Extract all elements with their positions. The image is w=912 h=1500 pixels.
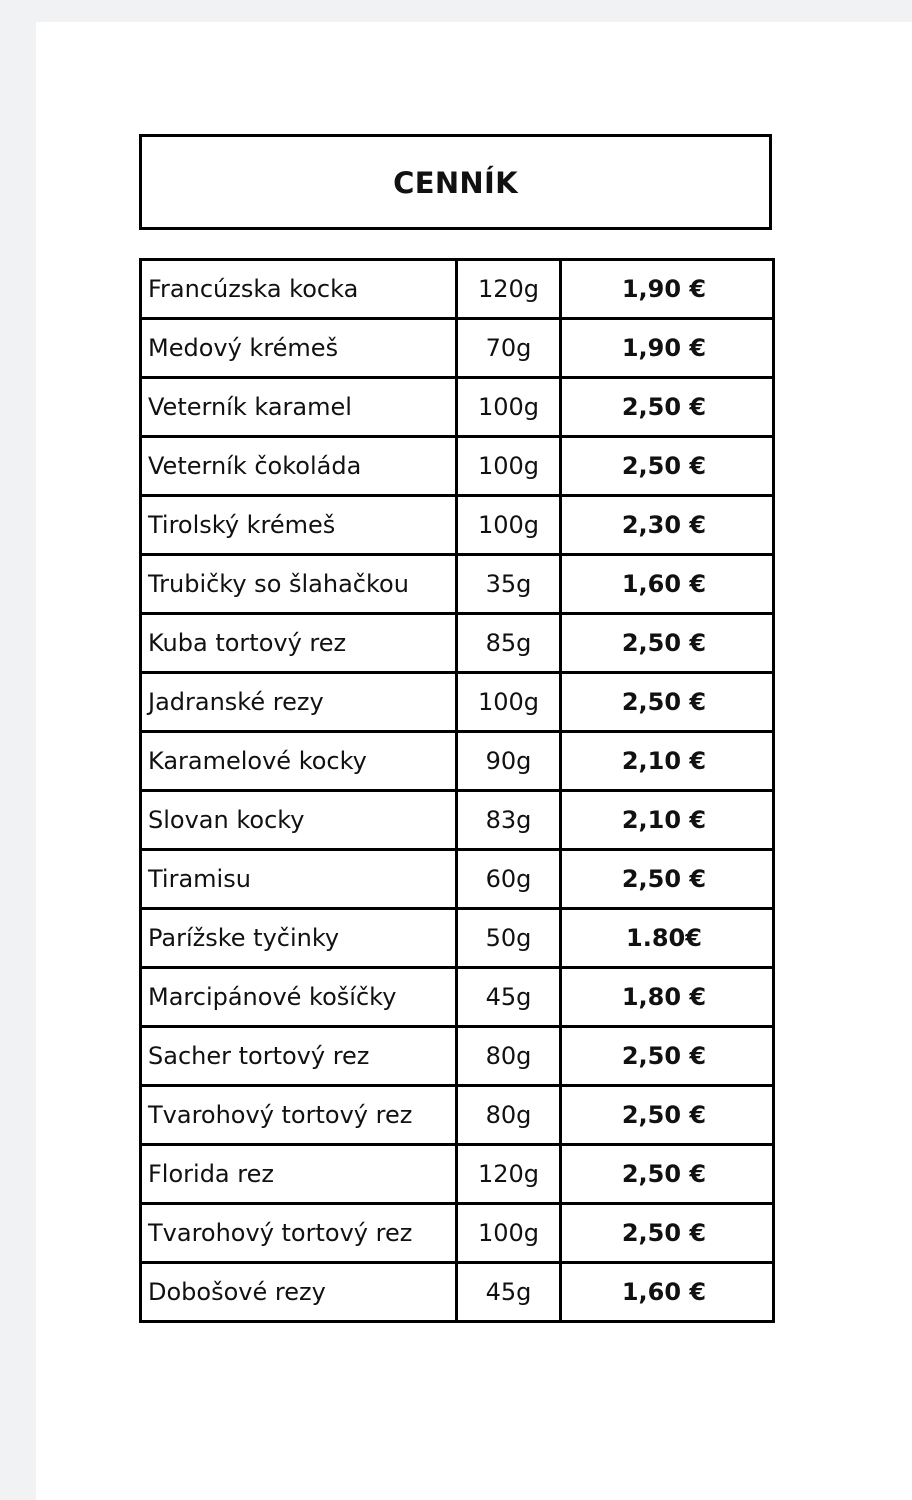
table-row (141, 614, 774, 673)
item-weight: 83g (457, 791, 561, 850)
table-row (141, 850, 774, 909)
item-weight: 120g (457, 260, 561, 319)
item-weight: 80g (457, 1027, 561, 1086)
item-name: Tirolský krémeš (141, 496, 457, 555)
item-name: Veterník čokoláda (141, 437, 457, 496)
item-price: 1,90 € (561, 319, 774, 378)
page-title: CENNÍK (393, 166, 518, 200)
item-weight: 70g (457, 319, 561, 378)
item-weight: 100g (457, 437, 561, 496)
table-row (141, 260, 774, 319)
item-price: 2,50 € (561, 378, 774, 437)
item-name: Francúzska kocka (141, 260, 457, 319)
item-price: 2,50 € (561, 673, 774, 732)
item-price: 2,10 € (561, 791, 774, 850)
item-price: 2,50 € (561, 1027, 774, 1086)
table-row (141, 555, 774, 614)
item-weight: 90g (457, 732, 561, 791)
item-price: 2,50 € (561, 614, 774, 673)
item-price: 2,30 € (561, 496, 774, 555)
table-row (141, 437, 774, 496)
table-row (141, 319, 774, 378)
item-weight: 100g (457, 1204, 561, 1263)
table-row (141, 1027, 774, 1086)
item-name: Tvarohový tortový rez (141, 1086, 457, 1145)
item-weight: 35g (457, 555, 561, 614)
table-row (141, 496, 774, 555)
item-name: Jadranské rezy (141, 673, 457, 732)
item-price: 2,50 € (561, 850, 774, 909)
table-row (141, 378, 774, 437)
item-price: 2,10 € (561, 732, 774, 791)
item-weight: 100g (457, 496, 561, 555)
item-weight: 50g (457, 909, 561, 968)
table-row (141, 968, 774, 1027)
item-name: Sacher tortový rez (141, 1027, 457, 1086)
item-name: Marcipánové košíčky (141, 968, 457, 1027)
item-price: 2,50 € (561, 1145, 774, 1204)
item-price: 2,50 € (561, 1204, 774, 1263)
table-row (141, 1263, 774, 1322)
item-weight: 80g (457, 1086, 561, 1145)
item-price: 2,50 € (561, 1086, 774, 1145)
item-weight: 60g (457, 850, 561, 909)
item-name: Tiramisu (141, 850, 457, 909)
item-weight: 45g (457, 1263, 561, 1322)
item-price: 1,80 € (561, 968, 774, 1027)
item-weight: 120g (457, 1145, 561, 1204)
item-weight: 100g (457, 378, 561, 437)
table-row (141, 791, 774, 850)
item-weight: 85g (457, 614, 561, 673)
item-name: Tvarohový tortový rez (141, 1204, 457, 1263)
table-row (141, 1204, 774, 1263)
table-row (141, 1145, 774, 1204)
item-price: 2,50 € (561, 437, 774, 496)
table-row (141, 1086, 774, 1145)
price-table (139, 258, 775, 1323)
price-table-body (141, 260, 774, 1322)
table-row (141, 909, 774, 968)
item-weight: 45g (457, 968, 561, 1027)
item-name: Kuba tortový rez (141, 614, 457, 673)
item-price: 1,60 € (561, 555, 774, 614)
item-name: Veterník karamel (141, 378, 457, 437)
item-price: 1,60 € (561, 1263, 774, 1322)
item-price: 1.80€ (561, 909, 774, 968)
item-weight: 100g (457, 673, 561, 732)
item-name: Slovan kocky (141, 791, 457, 850)
title-box (139, 134, 772, 230)
item-name: Parížske tyčinky (141, 909, 457, 968)
item-name: Karamelové kocky (141, 732, 457, 791)
item-price: 1,90 € (561, 260, 774, 319)
item-name: Dobošové rezy (141, 1263, 457, 1322)
table-row (141, 732, 774, 791)
item-name: Trubičky so šlahačkou (141, 555, 457, 614)
item-name: Florida rez (141, 1145, 457, 1204)
item-name: Medový krémeš (141, 319, 457, 378)
table-row (141, 673, 774, 732)
